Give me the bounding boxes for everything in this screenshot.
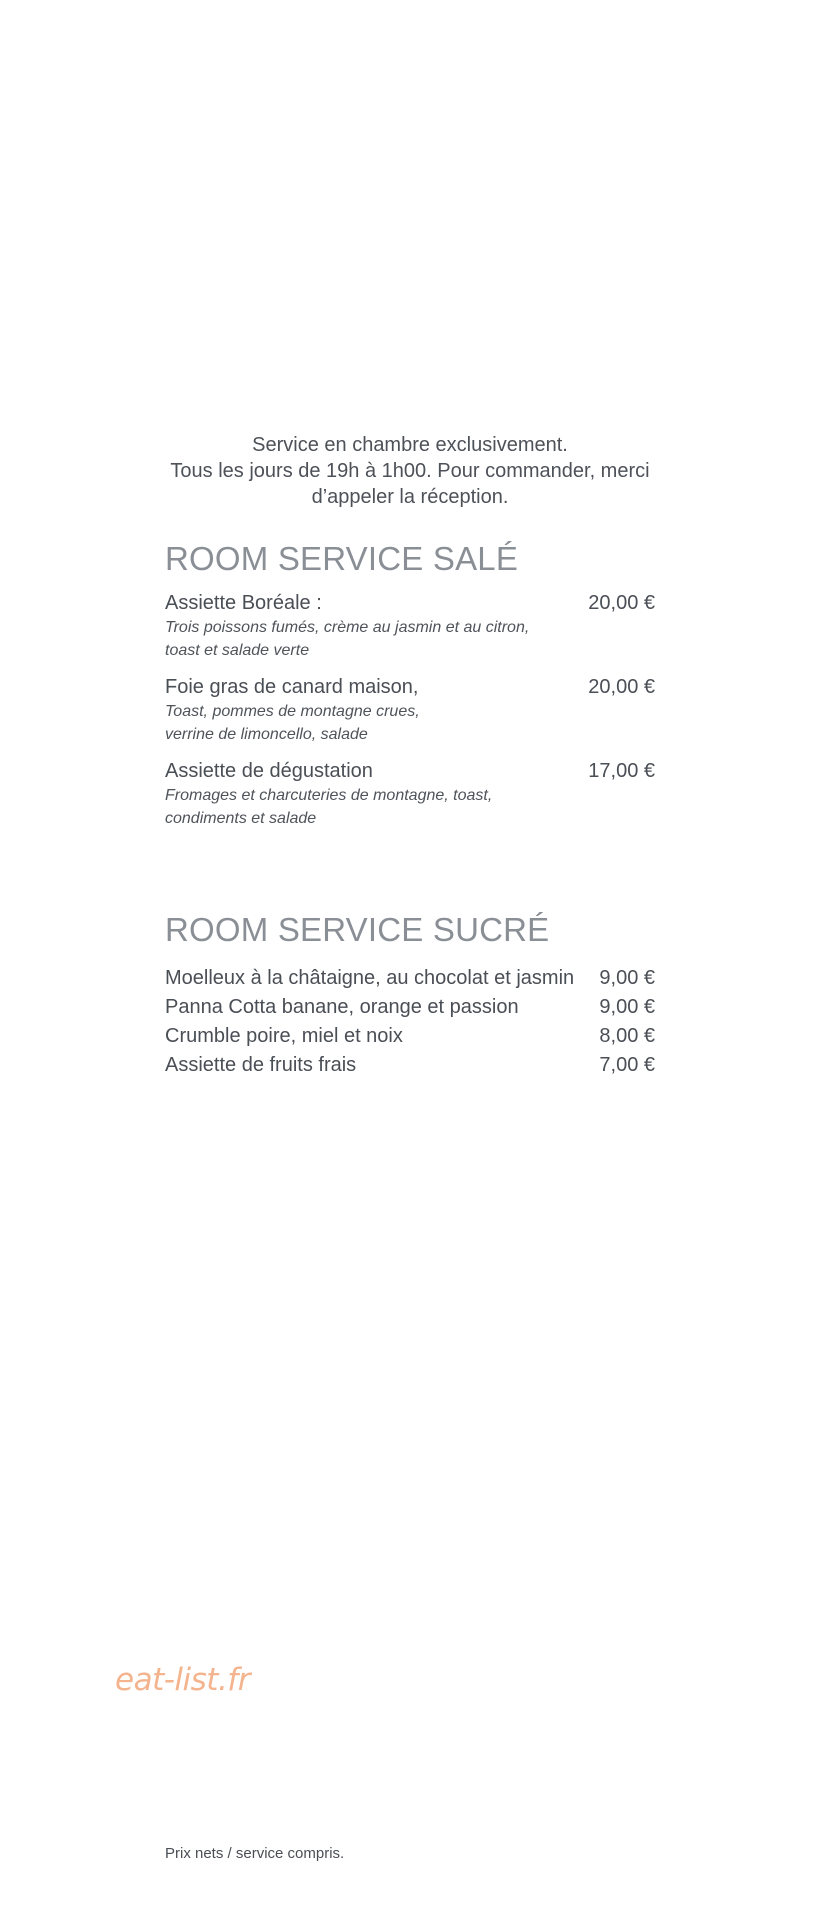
item-price: 9,00 € <box>599 967 655 989</box>
item-description-line: Trois poissons fumés, crème au jasmin et au citron, <box>165 619 530 636</box>
item-description <box>165 784 565 830</box>
item-description-line: Toast, pommes de montagne crues, <box>165 703 420 720</box>
item-price: 17,00 € <box>588 760 655 782</box>
intro-text <box>165 432 655 510</box>
watermark-logo: eat-list.fr <box>115 1662 250 1698</box>
section-title: ROOM SERVICE SALÉ <box>165 540 519 577</box>
section-title: ROOM SERVICE SUCRÉ <box>165 911 550 948</box>
item-price: 7,00 € <box>599 1054 655 1076</box>
item-name: Assiette Boréale : <box>165 592 322 614</box>
sale-items <box>165 591 655 830</box>
price-footnote: Prix nets / service compris. <box>165 1845 345 1862</box>
menu-item <box>165 993 655 1022</box>
item-price: 20,00 € <box>588 676 655 698</box>
item-name: Assiette de fruits frais <box>165 1054 357 1076</box>
menu-item <box>165 1022 655 1051</box>
intro-line: d’appeler la réception. <box>311 486 509 508</box>
item-description-line: Fromages et charcuteries de montagne, toast, <box>165 787 493 804</box>
intro-line: Tous les jours de 19h à 1h00. Pour commander, merci <box>170 460 650 482</box>
item-description <box>165 616 565 662</box>
item-description-line: verrine de limoncello, salade <box>165 726 368 743</box>
item-name: Assiette de dégustation <box>165 760 373 782</box>
menu-item <box>165 591 655 662</box>
item-price: 20,00 € <box>588 592 655 614</box>
intro-line: Service en chambre exclusivement. <box>252 434 568 456</box>
item-description <box>165 700 565 746</box>
menu-item <box>165 675 655 746</box>
item-name: Crumble poire, miel et noix <box>165 1025 403 1047</box>
item-name: Moelleux à la châtaigne, au chocolat et jasmin <box>165 967 575 989</box>
item-price: 8,00 € <box>599 1025 655 1047</box>
menu-item <box>165 1051 655 1080</box>
section-sale <box>165 539 655 843</box>
item-price: 9,00 € <box>599 996 655 1018</box>
sucre-items <box>165 964 655 1080</box>
section-sucre <box>165 910 655 1080</box>
menu-item <box>165 964 655 993</box>
item-description-line: toast et salade verte <box>165 642 310 659</box>
item-name: Panna Cotta banane, orange et passion <box>165 996 519 1018</box>
menu-item <box>165 759 655 830</box>
item-description-line: condiments et salade <box>165 810 317 827</box>
item-name: Foie gras de canard maison, <box>165 676 419 698</box>
